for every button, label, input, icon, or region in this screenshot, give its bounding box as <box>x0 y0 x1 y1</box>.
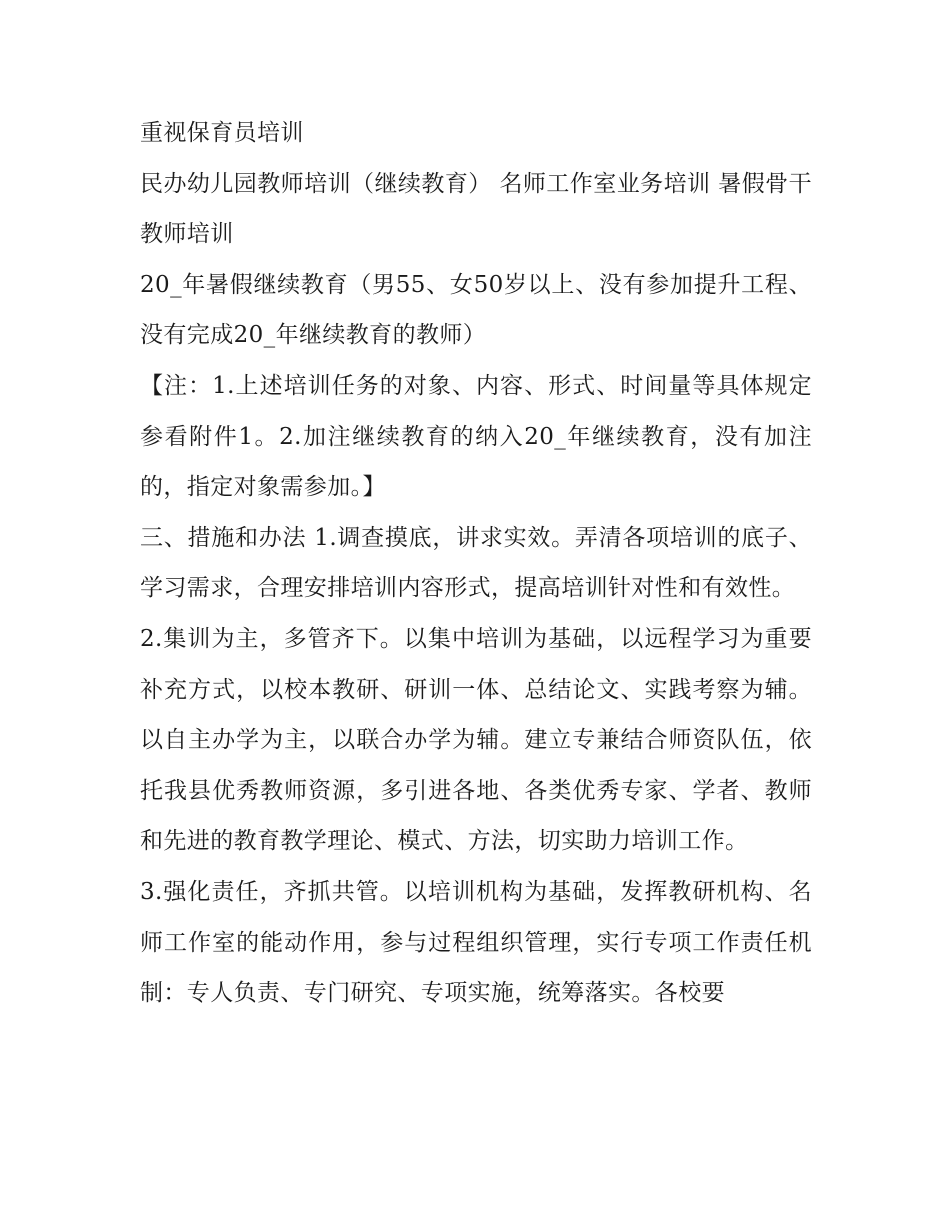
paragraph-heading-caregiver-training: 重视保育员培训 <box>140 120 304 146</box>
paragraph-training-list: 民办幼儿园教师培训（继续教育） 名师工作室业务培训 暑假骨干教师培训 <box>140 170 812 248</box>
paragraph-note: 【注：1.上述培训任务的对象、内容、形式、时间量等具体规定参看附件1。2.加注继续教育的纳入20_年继续教育，没有加注的，指定对象需参加。】 <box>140 372 812 501</box>
document-body <box>140 108 812 1019</box>
paragraph-measures-2: 2.集训为主，多管齐下。以集中培训为基础，以远程学习为重要补充方式，以校本教研、研训一体、总结论文、实践考察为辅。以自主办学为主，以联合办学为辅。建立专兼结合师资队伍，依托我县优秀教师资源，多引进各地、各类优秀专家、学者、教师和先进的教育教学理论、模式、方法，切实助力培训工作。 <box>140 625 812 855</box>
paragraph-measures-3: 3.强化责任，齐抓共管。以培训机构为基础，发挥教研机构、名师工作室的能动作用，参与过程组织管理，实行专项工作责任机制：专人负责、专门研究、专项实施，统筹落实。各校要 <box>140 878 812 1007</box>
paragraph-summer-continuing-education: 20_年暑假继续教育（男55、女50岁以上、没有参加提升工程、没有完成20_年继续教育的教师） <box>140 271 812 349</box>
paragraph-measures-1: 三、措施和办法 1.调查摸底，讲求实效。弄清各项培训的底子、学习需求，合理安排培训内容形式，提高培训针对性和有效性。 <box>140 524 812 602</box>
